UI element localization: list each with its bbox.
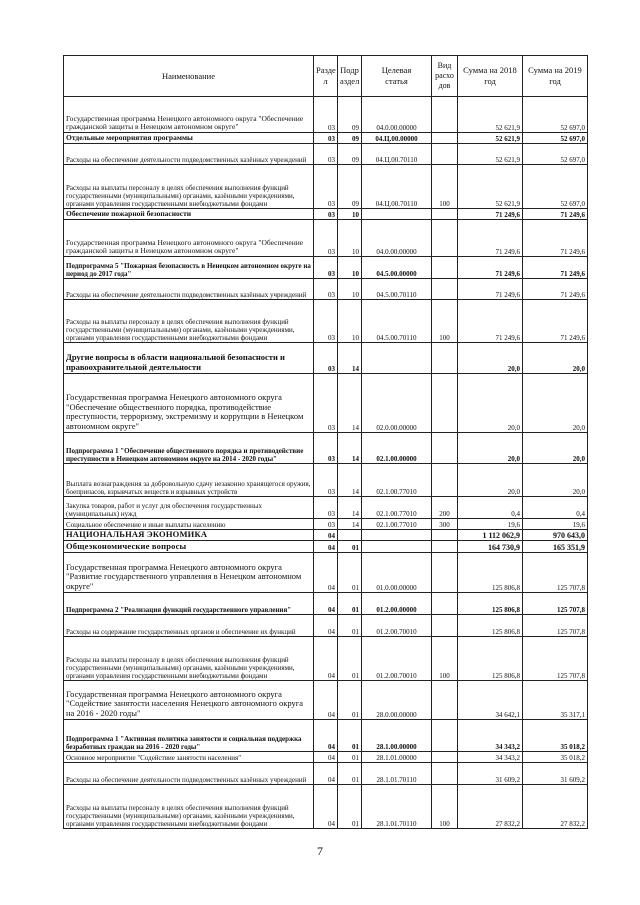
table-row bbox=[64, 343, 588, 374]
row-target: 04.0.00.00000 bbox=[362, 97, 432, 133]
row-sum-2019: 52 697,0 bbox=[523, 133, 588, 144]
row-razdel: 03 bbox=[314, 257, 338, 279]
row-name: Другие вопросы в области национальной безопасности и правоохранительной деятельности bbox=[64, 343, 314, 374]
row-target: 01.2.00.00000 bbox=[362, 593, 432, 615]
row-razdel: 04 bbox=[314, 553, 338, 593]
row-sum-2018: 52 621,9 bbox=[458, 165, 523, 209]
row-target: 04.5.00.70110 bbox=[362, 300, 432, 343]
row-target: 04.Ц.00.00000 bbox=[362, 133, 432, 144]
row-target: 02.1.00.77010 bbox=[362, 519, 432, 530]
table-row bbox=[64, 530, 588, 541]
row-razdel: 03 bbox=[314, 300, 338, 343]
row-vid bbox=[432, 433, 458, 464]
table-row bbox=[64, 374, 588, 433]
row-sum-2018: 125 806,8 bbox=[458, 637, 523, 681]
row-sum-2019: 52 697,0 bbox=[523, 97, 588, 133]
row-sum-2019: 19,6 bbox=[523, 519, 588, 530]
row-podrazdel: 01 bbox=[338, 763, 362, 785]
row-target: 04.Ц.00.70110 bbox=[362, 144, 432, 165]
table-row bbox=[64, 763, 588, 785]
row-razdel: 03 bbox=[314, 433, 338, 464]
row-target: 02.1.00.77010 bbox=[362, 464, 432, 497]
row-target: 28.1.00.00000 bbox=[362, 720, 432, 752]
row-vid bbox=[432, 541, 458, 553]
row-sum-2018: 0,4 bbox=[458, 497, 523, 519]
row-name: Государственная программа Ненецкого автономного округа "Обеспечение гражданской защиты в Ненецком автономном округе" bbox=[64, 97, 314, 133]
row-vid bbox=[432, 553, 458, 593]
row-target: 28.1.01.70110 bbox=[362, 763, 432, 785]
row-sum-2018: 20,0 bbox=[458, 433, 523, 464]
row-sum-2018: 71 249,6 bbox=[458, 257, 523, 279]
row-vid bbox=[432, 615, 458, 637]
row-sum-2019: 35 018,2 bbox=[523, 752, 588, 763]
row-podrazdel: 09 bbox=[338, 165, 362, 209]
table-row bbox=[64, 279, 588, 300]
row-razdel: 04 bbox=[314, 752, 338, 763]
row-name: Государственная программа Ненецкого автономного округа "Обеспечение гражданской защиты в Ненецком автономном округе" bbox=[64, 220, 314, 257]
row-razdel: 03 bbox=[314, 374, 338, 433]
budget-table bbox=[63, 55, 588, 829]
row-name: Подпрограмма 2 "Реализация функций государственного управления" bbox=[64, 593, 314, 615]
row-podrazdel: 01 bbox=[338, 553, 362, 593]
table-row bbox=[64, 541, 588, 553]
row-name: Отдельные мероприятия программы bbox=[64, 133, 314, 144]
row-target bbox=[362, 530, 432, 541]
table-row bbox=[64, 300, 588, 343]
row-name: Расходы на обеспечение деятельности подведомственных казённых учреждений bbox=[64, 279, 314, 300]
row-target: 04.0.00.00000 bbox=[362, 220, 432, 257]
row-sum-2018: 71 249,6 bbox=[458, 300, 523, 343]
row-podrazdel: 14 bbox=[338, 343, 362, 374]
row-sum-2019: 35 317,1 bbox=[523, 681, 588, 720]
table-row bbox=[64, 220, 588, 257]
row-name: Социальное обеспечение и иные выплаты населению bbox=[64, 519, 314, 530]
row-podrazdel: 10 bbox=[338, 209, 362, 220]
table-row bbox=[64, 593, 588, 615]
row-vid bbox=[432, 752, 458, 763]
row-target: 01.2.00.70010 bbox=[362, 637, 432, 681]
row-name: Расходы на выплаты персоналу в целях обеспечения выполнения функций государственными (муниципальными) органами, казёнными учреждениями, органами управления государственными внебюджетными фондами bbox=[64, 637, 314, 681]
row-razdel: 04 bbox=[314, 785, 338, 829]
row-podrazdel: 09 bbox=[338, 144, 362, 165]
row-vid bbox=[432, 220, 458, 257]
row-vid bbox=[432, 530, 458, 541]
row-vid: 100 bbox=[432, 637, 458, 681]
table-row bbox=[64, 752, 588, 763]
row-name: Расходы на обеспечение деятельности подведомственных казённых учреждений bbox=[64, 763, 314, 785]
row-podrazdel: 01 bbox=[338, 615, 362, 637]
row-sum-2018: 71 249,6 bbox=[458, 209, 523, 220]
row-target bbox=[362, 541, 432, 553]
row-podrazdel: 09 bbox=[338, 97, 362, 133]
row-name: Подпрограмма 1 "Обеспечение общественного порядка и противодействие преступности в Ненецком автономном округе на 2014 - 2020 годы" bbox=[64, 433, 314, 464]
row-sum-2019: 20,0 bbox=[523, 343, 588, 374]
row-razdel: 04 bbox=[314, 593, 338, 615]
row-target: 28.0.00.00000 bbox=[362, 681, 432, 720]
row-target: 01.0.00.00000 bbox=[362, 553, 432, 593]
row-razdel: 03 bbox=[314, 165, 338, 209]
row-sum-2019: 71 249,6 bbox=[523, 257, 588, 279]
row-podrazdel: 01 bbox=[338, 752, 362, 763]
row-sum-2019: 0,4 bbox=[523, 497, 588, 519]
row-razdel: 03 bbox=[314, 497, 338, 519]
row-podrazdel: 01 bbox=[338, 681, 362, 720]
row-podrazdel: 14 bbox=[338, 433, 362, 464]
row-name: Государственная программа Ненецкого автономного округа "Содействие занятости населения Ненецкого автономного округа на 2016 - 2020 годы" bbox=[64, 681, 314, 720]
row-vid bbox=[432, 763, 458, 785]
header-podrazdel: Подр аздел bbox=[338, 56, 362, 97]
table-header-row bbox=[64, 56, 588, 97]
row-podrazdel: 09 bbox=[338, 133, 362, 144]
row-sum-2019: 35 018,2 bbox=[523, 720, 588, 752]
row-razdel: 04 bbox=[314, 720, 338, 752]
row-sum-2019: 31 609,2 bbox=[523, 763, 588, 785]
row-vid bbox=[432, 593, 458, 615]
row-razdel: 04 bbox=[314, 615, 338, 637]
row-vid bbox=[432, 133, 458, 144]
row-sum-2019: 125 707,8 bbox=[523, 637, 588, 681]
row-razdel: 04 bbox=[314, 541, 338, 553]
header-razdel: Разде л bbox=[314, 56, 338, 97]
row-podrazdel: 14 bbox=[338, 374, 362, 433]
row-vid: 200 bbox=[432, 497, 458, 519]
row-vid: 100 bbox=[432, 300, 458, 343]
header-name: Наименование bbox=[64, 56, 314, 97]
row-vid: 300 bbox=[432, 519, 458, 530]
table-row bbox=[64, 464, 588, 497]
row-vid bbox=[432, 257, 458, 279]
row-sum-2019: 71 249,6 bbox=[523, 300, 588, 343]
row-sum-2018: 20,0 bbox=[458, 343, 523, 374]
row-sum-2018: 125 806,8 bbox=[458, 553, 523, 593]
row-podrazdel bbox=[338, 530, 362, 541]
row-sum-2018: 52 621,9 bbox=[458, 97, 523, 133]
row-razdel: 03 bbox=[314, 144, 338, 165]
row-sum-2019: 125 707,8 bbox=[523, 553, 588, 593]
row-name: Государственная программа Ненецкого автономного округа "Развитие государственного управления в Ненецком автономном округе" bbox=[64, 553, 314, 593]
row-sum-2018: 52 621,9 bbox=[458, 133, 523, 144]
header-target: Целевая статья bbox=[362, 56, 432, 97]
row-sum-2019: 71 249,6 bbox=[523, 279, 588, 300]
row-podrazdel: 14 bbox=[338, 464, 362, 497]
row-name: Расходы на выплаты персоналу в целях обеспечения выполнения функций государственными (муниципальными) органами, казёнными учреждениями, органами управления государственными внебюджетными фондами bbox=[64, 785, 314, 829]
row-target: 04.5.00.70110 bbox=[362, 279, 432, 300]
table-row bbox=[64, 144, 588, 165]
row-podrazdel: 01 bbox=[338, 785, 362, 829]
row-razdel: 04 bbox=[314, 763, 338, 785]
row-sum-2018: 20,0 bbox=[458, 464, 523, 497]
row-vid bbox=[432, 343, 458, 374]
row-sum-2019: 71 249,6 bbox=[523, 209, 588, 220]
row-vid bbox=[432, 97, 458, 133]
header-vid: Вид расхо дов bbox=[432, 56, 458, 97]
row-podrazdel: 01 bbox=[338, 637, 362, 681]
row-name: Расходы на обеспечение деятельности подведомственных казённых учреждений bbox=[64, 144, 314, 165]
row-sum-2018: 125 806,8 bbox=[458, 615, 523, 637]
row-name: Расходы на выплаты персоналу в целях обеспечения выполнения функций государственными (муниципальными) органами, казёнными учреждениями, органами управления государственными внебюджетными фондами bbox=[64, 300, 314, 343]
row-name: Расходы на содержание государственных органов и обеспечение их функций bbox=[64, 615, 314, 637]
row-sum-2019: 52 697,0 bbox=[523, 165, 588, 209]
header-sum-2019: Сумма на 2019 год bbox=[523, 56, 588, 97]
row-name: Подпрограмма 5 "Пожарная безопасность в Ненецком автономном округе на период до 2017 года" bbox=[64, 257, 314, 279]
row-podrazdel: 10 bbox=[338, 257, 362, 279]
row-podrazdel: 14 bbox=[338, 497, 362, 519]
row-sum-2018: 20,0 bbox=[458, 374, 523, 433]
row-name: Выплата вознаграждения за добровольную сдачу незаконно хранящегося оружия, боеприпасов, взрывчатых веществ и взрывных устройств bbox=[64, 464, 314, 497]
row-vid bbox=[432, 209, 458, 220]
row-name: Основное мероприятие "Содействие занятости населения" bbox=[64, 752, 314, 763]
row-razdel: 03 bbox=[314, 209, 338, 220]
row-name: Обеспечение пожарной безопасности bbox=[64, 209, 314, 220]
row-sum-2018: 125 806,8 bbox=[458, 593, 523, 615]
table-row bbox=[64, 165, 588, 209]
row-razdel: 04 bbox=[314, 681, 338, 720]
row-vid bbox=[432, 144, 458, 165]
row-razdel: 03 bbox=[314, 519, 338, 530]
row-vid bbox=[432, 464, 458, 497]
row-vid bbox=[432, 720, 458, 752]
table-row bbox=[64, 553, 588, 593]
row-vid bbox=[432, 681, 458, 720]
row-sum-2019: 27 832,2 bbox=[523, 785, 588, 829]
table-row bbox=[64, 257, 588, 279]
row-razdel: 03 bbox=[314, 464, 338, 497]
table-row bbox=[64, 497, 588, 519]
row-sum-2019: 970 643,0 bbox=[523, 530, 588, 541]
row-podrazdel: 10 bbox=[338, 300, 362, 343]
row-sum-2018: 34 642,1 bbox=[458, 681, 523, 720]
row-razdel: 03 bbox=[314, 133, 338, 144]
table-row bbox=[64, 433, 588, 464]
row-sum-2018: 1 112 062,9 bbox=[458, 530, 523, 541]
row-target: 28.1.01.70110 bbox=[362, 785, 432, 829]
row-sum-2018: 52 621,9 bbox=[458, 144, 523, 165]
row-sum-2018: 71 249,6 bbox=[458, 220, 523, 257]
table-row bbox=[64, 785, 588, 829]
row-name: Расходы на выплаты персоналу в целях обеспечения выполнения функций государственными (муниципальными) органами, казёнными учреждениями, органами управления государственными внебюджетными фондами bbox=[64, 165, 314, 209]
row-name: Общеэкономические вопросы bbox=[64, 541, 314, 553]
row-sum-2018: 27 832,2 bbox=[458, 785, 523, 829]
row-sum-2018: 19,6 bbox=[458, 519, 523, 530]
row-podrazdel: 10 bbox=[338, 220, 362, 257]
row-sum-2018: 164 730,9 bbox=[458, 541, 523, 553]
row-name: НАЦИОНАЛЬНАЯ ЭКОНОМИКА bbox=[64, 530, 314, 541]
row-podrazdel: 01 bbox=[338, 720, 362, 752]
table-row bbox=[64, 519, 588, 530]
row-target: 28.1.01.00000 bbox=[362, 752, 432, 763]
header-sum-2018: Сумма на 2018 год bbox=[458, 56, 523, 97]
table-row bbox=[64, 637, 588, 681]
row-target: 02.0.00.00000 bbox=[362, 374, 432, 433]
table-row bbox=[64, 720, 588, 752]
row-vid: 100 bbox=[432, 165, 458, 209]
row-name: Закупка товаров, работ и услуг для обеспечения государственных (муниципальных) нужд bbox=[64, 497, 314, 519]
row-razdel: 03 bbox=[314, 279, 338, 300]
page-number: 7 bbox=[317, 844, 323, 858]
table-row bbox=[64, 133, 588, 144]
row-vid bbox=[432, 374, 458, 433]
row-razdel: 03 bbox=[314, 220, 338, 257]
row-target: 04.Ц.00.70110 bbox=[362, 165, 432, 209]
row-target: 01.2.00.70010 bbox=[362, 615, 432, 637]
row-sum-2019: 20,0 bbox=[523, 464, 588, 497]
row-sum-2019: 125 707,8 bbox=[523, 615, 588, 637]
row-podrazdel: 01 bbox=[338, 593, 362, 615]
row-name: Подпрограмма 1 "Активная политика занятости и социальная поддержка безработных граждан на 2016 - 2020 годы" bbox=[64, 720, 314, 752]
row-target: 04.5.00.00000 bbox=[362, 257, 432, 279]
row-vid bbox=[432, 279, 458, 300]
table-row bbox=[64, 209, 588, 220]
table-row bbox=[64, 615, 588, 637]
row-sum-2018: 34 343,2 bbox=[458, 752, 523, 763]
row-podrazdel: 14 bbox=[338, 519, 362, 530]
row-name: Государственная программа Ненецкого автономного округа "Обеспечение общественного порядка, противодействие преступности, терроризму, экстремизму и коррупции в Ненецком автономном округе" bbox=[64, 374, 314, 433]
row-target bbox=[362, 209, 432, 220]
row-razdel: 03 bbox=[314, 97, 338, 133]
table-row bbox=[64, 97, 588, 133]
row-razdel: 04 bbox=[314, 530, 338, 541]
row-sum-2019: 165 351,9 bbox=[523, 541, 588, 553]
row-razdel: 03 bbox=[314, 343, 338, 374]
row-vid: 100 bbox=[432, 785, 458, 829]
row-target: 02.1.00.00000 bbox=[362, 433, 432, 464]
row-sum-2018: 31 609,2 bbox=[458, 763, 523, 785]
table-row bbox=[64, 681, 588, 720]
row-sum-2018: 34 343,2 bbox=[458, 720, 523, 752]
row-podrazdel: 10 bbox=[338, 279, 362, 300]
row-sum-2018: 71 249,6 bbox=[458, 279, 523, 300]
row-sum-2019: 20,0 bbox=[523, 433, 588, 464]
row-sum-2019: 20,0 bbox=[523, 374, 588, 433]
row-target: 02.1.00.77010 bbox=[362, 497, 432, 519]
row-razdel: 04 bbox=[314, 637, 338, 681]
row-sum-2019: 52 697,0 bbox=[523, 144, 588, 165]
row-sum-2019: 125 707,8 bbox=[523, 593, 588, 615]
row-sum-2019: 71 249,6 bbox=[523, 220, 588, 257]
row-target bbox=[362, 343, 432, 374]
row-podrazdel: 01 bbox=[338, 541, 362, 553]
